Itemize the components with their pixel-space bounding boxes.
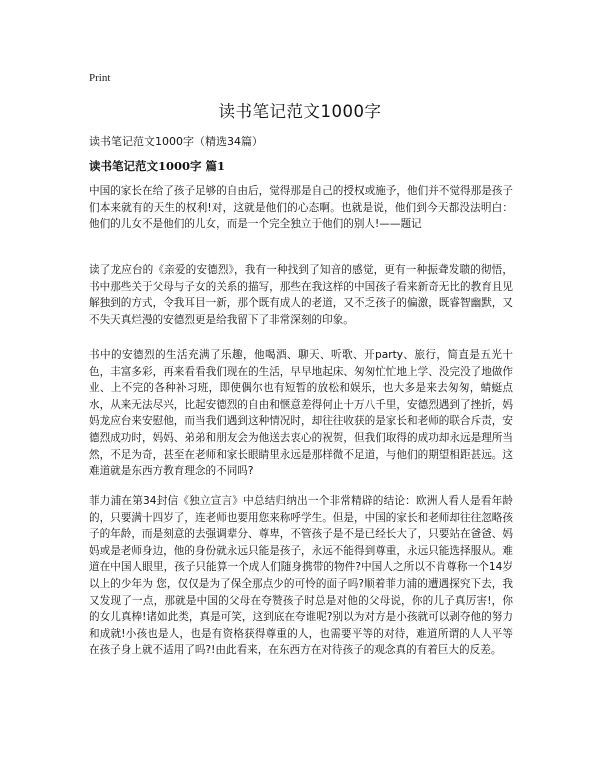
section-heading: 读书笔记范文1000字 篇1 [89,159,226,173]
print-link[interactable]: Print [89,72,111,84]
paragraph-reading-impression: 读了龙应台的《亲爱的安德烈》，我有一种找到了知音的感觉，更有一种振聋发聩的彻悟，书中那些关于父母与子女的关系的描写，那些在我这样的中国孩子看来新奇无比的教育且见解独到的方式，令我耳目一新，那个既有成人的老道，又不乏孩子的偏激，既睿智幽默，又不失天真烂漫的安德烈更是给我留下了非常深刻的印象。 [89,264,513,326]
document-title: 读书笔记范文1000字 [218,102,382,121]
paragraph-life-comparison: 书中的安德烈的生活充满了乐趣，他喝酒、聊天、听歌、开party、旅行，简直是五光十色，丰富多彩，再来看看我们现在的生活，早早地起床、匆匆忙忙地上学、没完没了地做作业、上不完的各种补习班，即使偶尔也有短暂的放松和娱乐，也大多是来去匆匆，蜻蜓点水，从来无法尽兴，比起安德烈的自由和惬意差得何止十万八千里，安德烈遇到了挫折，妈妈龙应台来安慰他，而当我们遇到这种情况时，却往往收获的是家长和老师的联合斥责，安德烈成功时，妈妈、弟弟和朋友会为他送去衷心的祝贺，但我们取得的成功却永远是理所当然，不足为奇，甚至在老师和家长眼睛里永远是那样微不足道，与他们的期望相距甚远。这难道就是东西方教育理念的不同吗? [89,349,513,478]
document-subtitle: 读书笔记范文1000字（精选34篇） [89,135,263,148]
paragraph-epigraph: 中国的家长在给了孩子足够的自由后，觉得那是自己的授权或施予，他们并不觉得那是孩子们本来就有的天生的权利!对，这就是他们的心态啊。也就是说，他们到今天都没法明白：他们的儿女不是他们的儿女，而是一个完全独立于他们的别人!——题记 [89,185,513,231]
paragraph-independence-letter: 菲力浦在第34封信《独立宣言》中总结归纳出一个非常精辟的结论：欧洲人看人是看年龄的，只要满十四岁了，连老师也要用您来称呼学生。但是，中国的家长和老师却往往忽略孩子的年龄，而是刻意的去强调辈分、尊卑，不管孩子是不是已经长大了，只要站在爸爸、妈妈或是老师身边，他的身份就永远只能是孩子，永远不能得到尊重，永远只能选择服从。难道在中国人眼里，孩子只能算一个成人们随身携带的物件?中国人之所以不肯尊称一个14岁以上的少年为 您，仅仅是为了保全那点少的可怜的面子吗?顺着菲力浦的遭遇探究下去，我又发现了一点，那就是中国的父母在夸赞孩子时总是对他的父母说，你的儿子真厉害!，你的女儿真棒!诸如此类，真是可笑，这到底在夸谁呢?别以为对方是小孩就可以剥夺他的努力和成就!小孩也是人，也是有资格获得尊重的人，也需要平等的对待，难道所谓的人人平等在孩子身上就不适用了吗?!由此看来，在东西方在对待孩子的观念真的有着巨大的反差。 [89,495,513,657]
